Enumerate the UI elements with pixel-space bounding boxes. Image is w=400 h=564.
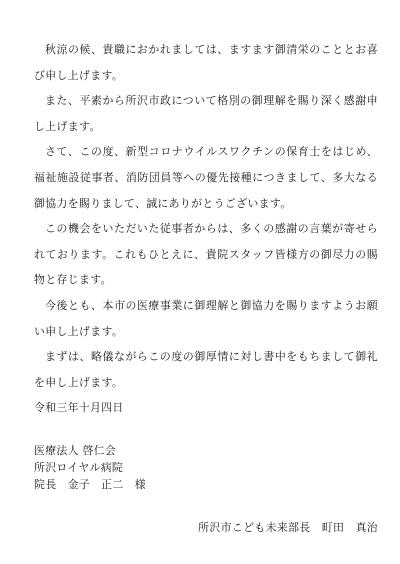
paragraph-appreciation: また、平素から所沢市政について格別の御理解を賜り深く感謝申し上げます。: [34, 94, 378, 133]
paragraph-vaccination-thanks: さて、この度、新型コロナウイルスワクチンの保育士をはじめ、福祉施設従事者、消防団員等への優先接種につきまして、多大なる御協力を賜りまして、誠にありがとうございます。: [34, 145, 378, 210]
paragraph-greeting: 秋涼の候、貴職におかれましては、ますます御清栄のこととお喜び申し上げます。: [34, 43, 378, 82]
paragraph-staff-thanks: この機会をいただいた従事者からは、多くの感謝の言葉が寄せられております。これもひとえに、貴院スタッフ皆様方の御尽力の賜物と存じます。: [34, 222, 378, 287]
addressee-block: [34, 442, 146, 493]
paragraph-future-request: 今後とも、本市の医療事業に御理解と御協力を賜りますようお願い申し上げます。: [34, 298, 378, 338]
letter-body: [34, 37, 378, 395]
addressee-hospital: 所沢ロイヤル病院: [34, 461, 124, 474]
addressee-recipient: 院長 金子 正二 様: [34, 478, 146, 491]
paragraph-closing: まずは、略儀ながらこの度の御厚情に対し書中をもちまして御礼を申し上げます。: [34, 350, 378, 389]
sender-signature: 所沢市こども未来部長 町田 真治: [198, 521, 378, 534]
addressee-organization: 医療法人 啓仁会: [34, 444, 117, 457]
letter-date: 令和三年十月四日: [34, 401, 124, 414]
